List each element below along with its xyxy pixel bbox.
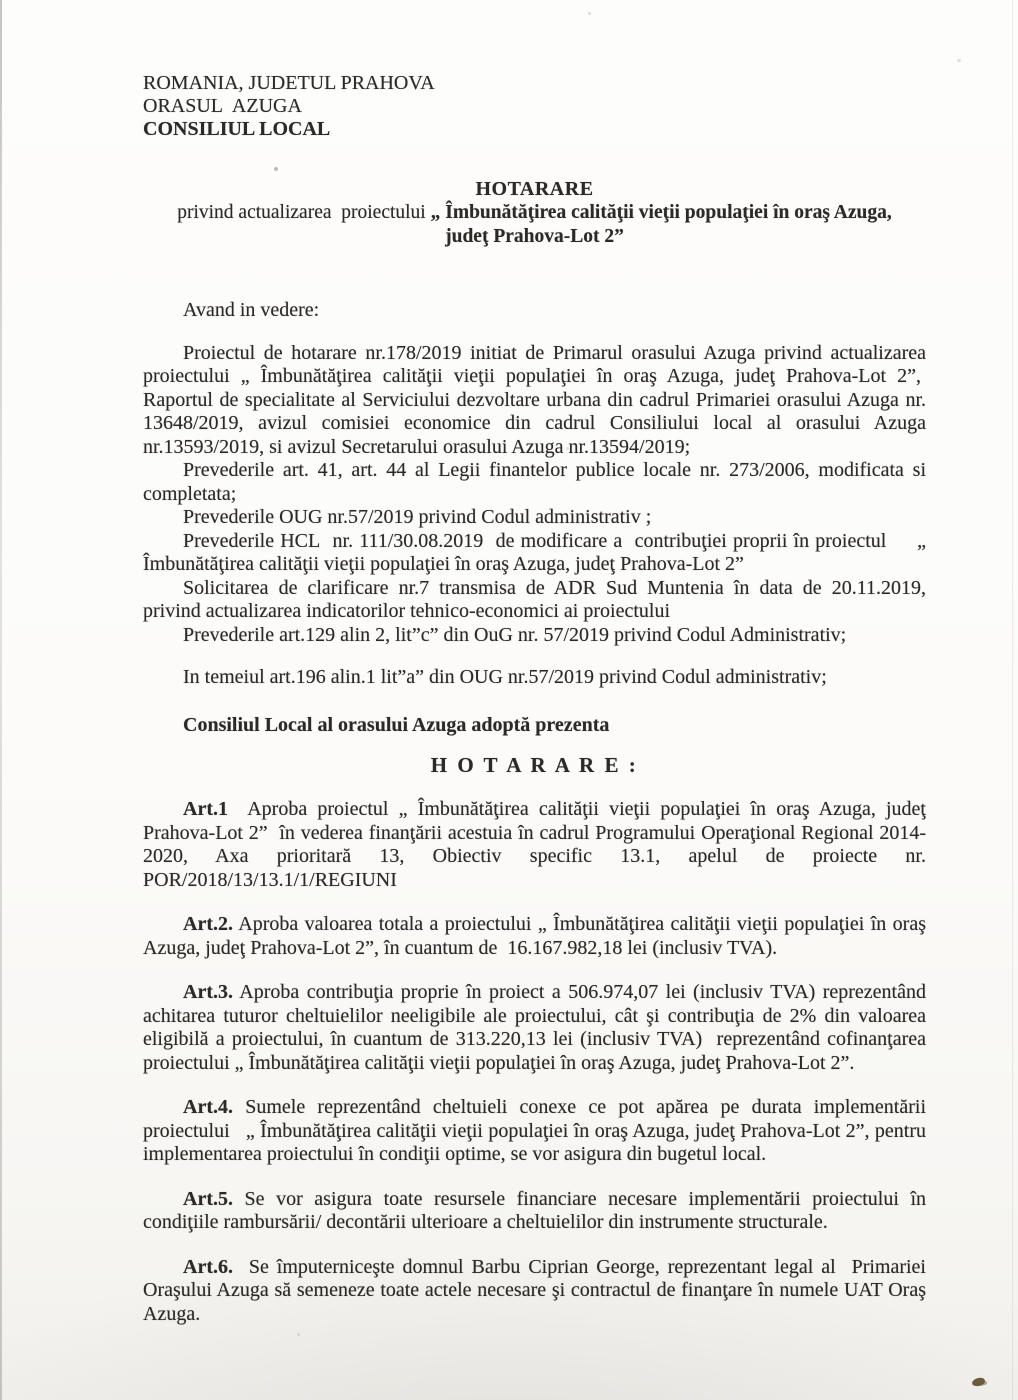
preamble-heading: Avand in vedere: [183,299,320,321]
preamble-paragraph: Prevederile HCL nr. 111/30.08.2019 de modificare a contribuţiei proprii în proiectul „ Îmbunătăţirea calităţii vieţii populaţiei în oraş Azuga, judeţ Prahova-Lot 2” [143,529,926,575]
adoption-clause: Consiliul Local al orasului Azuga adoptă prezenta [183,713,610,736]
article-5-text: Se vor asigura toate resursele financiare necesare implementării proiectului în condiţiile rambursării/ decontării ulterioare a cheltuielilor din instrumente structurale. [143,1187,926,1233]
article-5-label: Art.5. [183,1187,233,1210]
letterhead [143,72,926,141]
legal-basis-paragraph: In temeiul art.196 alin.1 lit”a” din OUG nr.57/2019 privind Codul administrativ; [183,666,827,688]
preamble-paragraph: Prevederile art.129 alin 2, lit”c” din OuG nr. 57/2019 privind Codul Administrativ; [183,623,847,646]
article-3 [143,981,926,1075]
article-1-label: Art.1 [183,798,228,820]
preamble-paragraph: Prevederile OUG nr.57/2019 privind Codul administrativ ; [183,506,652,528]
subtitle-prefix: privind actualizarea proiectului [177,202,431,223]
article-2-label: Art.2. [183,913,233,935]
preamble-paragraph: Proiectul de hotarare nr.178/2019 initiat de Primarul orasului Azuga privind actualizarea proiectului „ Îmbunătăţirea calităţii vieţii populaţiei în oraş Azuga, judeţ Prahova-Lot 2”, Raportul de specialitate al Serviciului dezvoltare urbana din cadrul Primariei orasului Azuga nr. 13648/2019, avizul comisiei economice din cadrul Consiliului local al orasului Azuga nr.13593/2019, si avizul Secretarului orasului Azuga nr.13594/2019; [143,341,926,458]
article-5 [143,1188,926,1235]
article-2-text: Aproba valoarea totala a proiectului „ Îmbunătăţirea calităţii vieţii populaţiei în oraş Azuga, judeţ Prahova-Lot 2”, în cuantum de 16.167.982,18 lei (inclusiv TVA). [143,913,926,959]
document-title: HOTARARE [475,178,594,200]
ink-stain [972,1377,986,1387]
article-1-text: Aproba proiectul „ Îmbunătăţirea calităţii vieţii populaţiei în oraş Azuga, judeţ Prahova-Lot 2” în vederea finanţării acestuia în cadrul Programului Operaţional Regional 2014-2020, Axa prioritară 13, Obiectiv specific 13.1, apelul de proiecte nr. POR/2018/13/13.1/1/REGIUNI [143,798,926,891]
document-subtitle-line2: judeţ Prahova-Lot 2” [445,226,624,247]
preamble-paragraph: Solicitarea de clarificare nr.7 transmisa de ADR Sud Muntenia în data de 20.11.2019, privind actualizarea indicatorilor tehnico-economici ai proiectului [143,576,926,622]
article-4-text: Sumele reprezentând cheltuieli conexe ce pot apărea pe durata implementării proiectului „ Îmbunătăţirea calităţii vieţii populaţiei în oraş Azuga, judeţ Prahova-Lot 2”, pentru implementarea proiectului în condiţii optime, se vor asigura din bugetul local. [143,1096,926,1165]
letterhead-country-county: ROMANIA, JUDETUL PRAHOVA [143,72,435,94]
scan-speck [297,1333,300,1336]
article-4-label: Art.4. [183,1096,233,1118]
article-3-label: Art.3. [183,981,233,1003]
scan-edge-right [1012,0,1013,1400]
title-block [143,177,926,249]
letterhead-city: ORASUL AZUGA [143,95,302,117]
subtitle-project-name: „ Îmbunătăţirea calităţii vieţii populaţiei în oraş Azuga, [430,202,892,223]
article-3-text: Aproba contribuţia proprie în proiect a 506.974,07 lei (inclusiv TVA) reprezentând achitarea tuturor cheltuielilor neeligibile ale proiectului, cât şi contribuţia de 2% din valoarea eligibilă a proiectului, în cuantum de 313.220,13 lei (inclusiv TVA) reprezentând cofinanţarea proiectului „ Îmbunătăţirea calităţii vieţii populaţiei în oraş Azuga, judeţ Prahova-Lot 2”. [143,981,926,1074]
article-6-text: Se împuterniceşte domnul Barbu Ciprian George, reprezentant legal al Primariei Oraşului Azuga să semeneze toate actele necesare şi contractul de finanţare în numele UAT Oraş Azuga. [143,1255,926,1325]
scan-speck [588,12,591,15]
article-1 [143,798,926,892]
article-6 [143,1256,926,1327]
article-6-label: Art.6. [183,1255,233,1278]
scan-edge-left [0,0,2,1400]
scan-speck [957,59,961,62]
article-2 [143,913,926,960]
document-content [143,72,926,1326]
document-subtitle-line1 [143,201,926,225]
letterhead-council: CONSILIUL LOCAL [143,118,331,140]
article-4 [143,1096,926,1167]
decision-heading: H O T A R A R E : [430,753,639,777]
preamble-paragraph: Prevederile art. 41, art. 44 al Legii finantelor publice locale nr. 273/2006, modificata si completata; [143,459,926,505]
